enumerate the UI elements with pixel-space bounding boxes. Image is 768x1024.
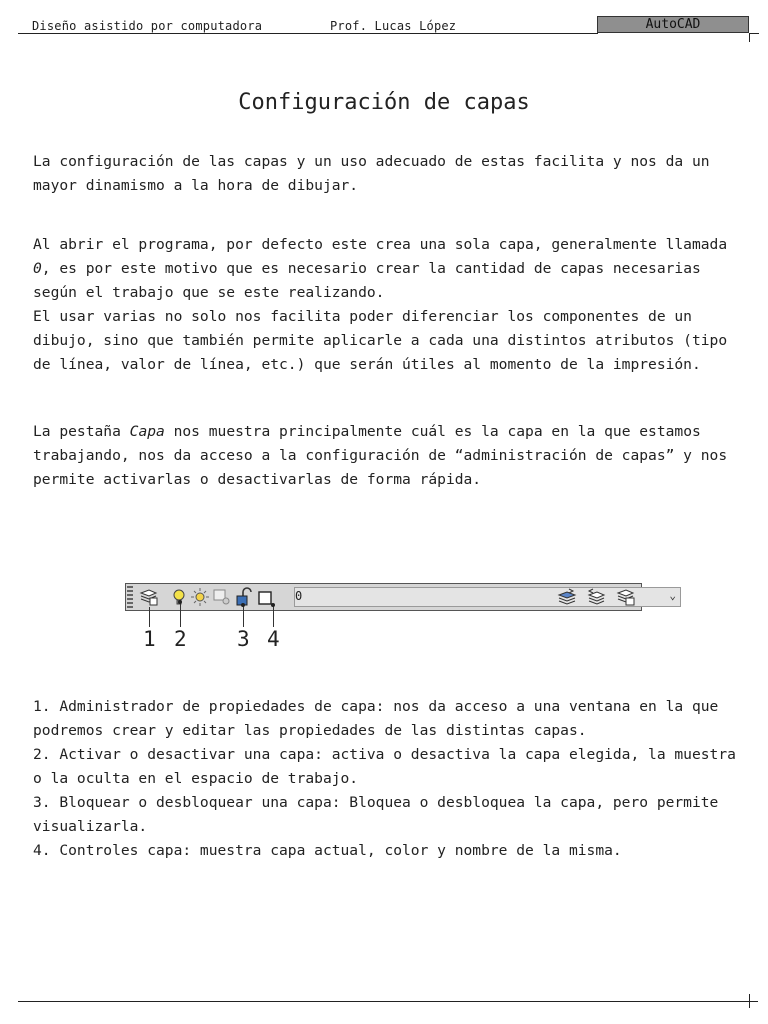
paragraph-text: nos muestra principalmente cuál es la capa en la que estamos trabajando, nos da acceso a la configuración de “administración de capas” y nos permite activarlas o desactivarlas de forma rápida. — [33, 423, 728, 488]
toolbar-grip[interactable] — [127, 586, 133, 608]
layer-previous-icon[interactable] — [586, 587, 606, 607]
list-item: 1. Administrador de propiedades de capa: nos da acceso a una ventana en la que podremos crear y editar las propiedades de las distintas capas. — [33, 698, 719, 739]
callout-leader-2 — [180, 602, 181, 627]
paragraph-multiple-layers: El usar varias no solo nos facilita poder diferenciar los componentes de un dibujo, sino que también permite aplicarle a cada una distintos atributos (tipo de línea, valor de línea, etc.) que serán útiles al momento de la impresión. — [33, 308, 728, 373]
callout-dot-4 — [271, 603, 275, 607]
callout-number-1: 1 — [143, 627, 156, 651]
footer-rule — [18, 1001, 758, 1002]
layers-toolbar — [125, 583, 676, 611]
layer-name-emphasis: 0 — [33, 260, 42, 277]
toolbar-legend-list — [33, 695, 739, 863]
header-app-tag: AutoCAD — [597, 16, 749, 33]
paragraph-text: La pestaña — [33, 423, 130, 440]
callout-dot-3 — [241, 603, 245, 607]
header-rule — [18, 33, 598, 34]
header-course: Diseño asistido por computadora — [32, 19, 263, 33]
corner-tick — [749, 33, 750, 42]
paragraph-text: , es por este motivo que es necesario crear la cantidad de capas necesarias según el trabajo que se este realizando. — [33, 260, 701, 301]
list-item: 4. Controles capa: muestra capa actual, color y nombre de la misma. — [33, 842, 622, 859]
paragraph-text: Al abrir el programa, por defecto este crea una sola capa, generalmente llamada — [33, 236, 728, 253]
list-item: 3. Bloquear o desbloquear una capa: Bloquea o desbloquea la capa, pero permite visualizarla. — [33, 794, 719, 835]
corner-tick — [749, 33, 759, 34]
layer-properties-icon[interactable] — [139, 587, 159, 607]
list-item: 2. Activar o desactivar una capa: activa o desactiva la capa elegida, la muestra o la oculta en el espacio de trabajo. — [33, 746, 736, 787]
tab-name-emphasis: Capa — [129, 423, 165, 440]
paragraph-layer-tab — [33, 420, 739, 492]
current-layer-name: 0 — [295, 589, 303, 603]
callout-number-2: 2 — [174, 627, 187, 651]
freeze-viewport-icon[interactable] — [212, 587, 232, 607]
header-professor: Prof. Lucas López — [330, 19, 457, 33]
callout-dot-2 — [178, 600, 182, 604]
callout-leader-4 — [273, 605, 274, 627]
callout-leader-1 — [149, 607, 150, 627]
sun-icon[interactable] — [190, 587, 210, 607]
callout-leader-3 — [243, 605, 244, 627]
paragraph-default-layer — [33, 233, 739, 305]
lightbulb-icon[interactable] — [169, 587, 189, 607]
corner-tick — [749, 994, 750, 1008]
page-title: Configuración de capas — [238, 90, 530, 115]
paragraph-intro: La configuración de las capas y un uso adecuado de estas facilita y nos da un mayor dinamismo a la hora de dibujar. — [33, 153, 710, 194]
callout-number-4: 4 — [267, 627, 280, 651]
chevron-down-icon[interactable]: ⌄ — [669, 589, 676, 602]
layer-state-icon[interactable] — [616, 587, 636, 607]
make-current-icon[interactable] — [557, 587, 577, 607]
callout-number-3: 3 — [237, 627, 250, 651]
